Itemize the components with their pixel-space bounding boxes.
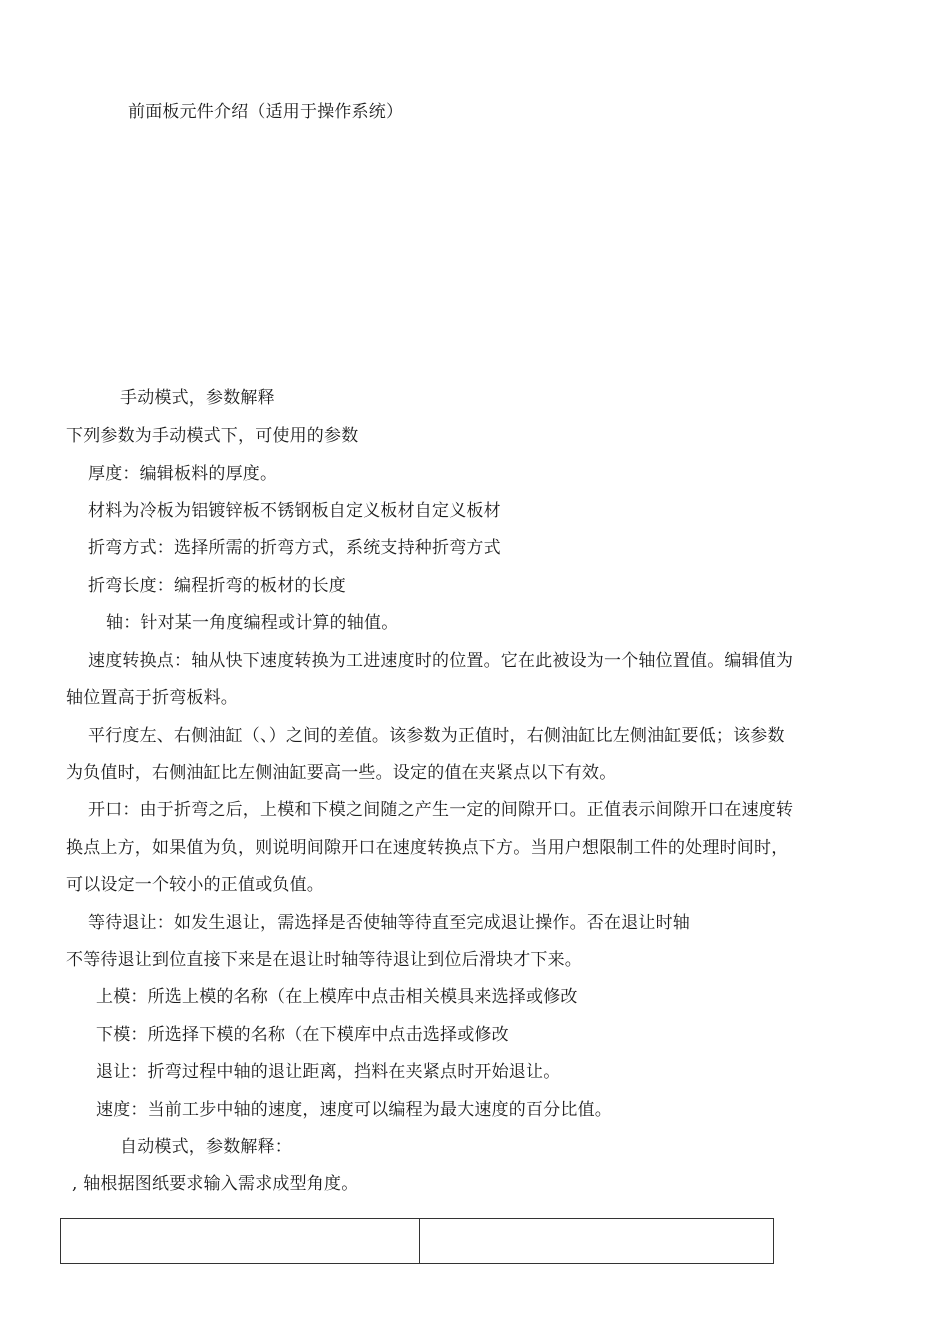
param-opening-line1: 开口：由于折弯之后，上模和下模之间随之产生一定的间隙开口。正值表示间隙开口在速度转 xyxy=(88,800,794,820)
param-thickness: 厚度：编辑板料的厚度。 xyxy=(88,464,278,484)
param-upper-die: 上模：所选上模的名称（在上模库中点击相关模具来选择或修改 xyxy=(96,987,578,1007)
param-wait-retract-line1: 等待退让：如发生退让，需选择是否使轴等待直至完成退让操作。否在退让时轴 xyxy=(88,913,690,933)
param-wait-retract-line2: 不等待退让到位直接下来是在退让时轴等待退让到位后滑块才下来。 xyxy=(66,950,582,970)
param-opening-line2: 换点上方，如果值为负，则说明间隙开口在速度转换点下方。当用户想限制工件的处理时间时， xyxy=(66,838,789,858)
table-cell xyxy=(420,1219,773,1263)
param-bend-length: 折弯长度：编程折弯的板材的长度 xyxy=(88,576,346,596)
param-opening-line3: 可以设定一个较小的正值或负值。 xyxy=(66,875,324,895)
page-title: 前面板元件介绍（适用于操作系统） xyxy=(128,102,404,122)
param-parallel-line2: 为负值时，右侧油缸比左侧油缸要高一些。设定的值在夹紧点以下有效。 xyxy=(66,763,617,783)
manual-mode-intro: 下列参数为手动模式下，可使用的参数 xyxy=(66,426,359,446)
param-speed-point-line2: 轴位置高于折弯板料。 xyxy=(66,688,238,708)
param-retract: 退让：折弯过程中轴的退让距离，挡料在夹紧点时开始退让。 xyxy=(96,1062,561,1082)
param-table xyxy=(60,1218,774,1264)
param-speed-point-line1: 速度转换点：轴从快下速度转换为工进速度时的位置。它在此被设为一个轴位置值。编辑值为 xyxy=(88,651,794,671)
param-lower-die: 下模：所选择下模的名称（在下模库中点击选择或修改 xyxy=(96,1025,509,1045)
auto-mode-heading: 自动模式，参数解释： xyxy=(120,1137,292,1157)
auto-param-axis: , 轴根据图纸要求输入需求成型角度。 xyxy=(72,1174,359,1194)
param-axis: 轴：针对某一角度编程或计算的轴值。 xyxy=(106,613,399,633)
param-parallel-line1: 平行度左、右侧油缸（、）之间的差值。该参数为正值时，右侧油缸比左侧油缸要低；该参数 xyxy=(88,726,785,746)
table-cell xyxy=(61,1219,420,1263)
param-material: 材料为冷板为铝镀锌板不锈钢板自定义板材自定义板材 xyxy=(88,501,501,521)
manual-mode-heading: 手动模式，参数解释 xyxy=(120,388,275,408)
param-speed: 速度：当前工步中轴的速度，速度可以编程为最大速度的百分比值。 xyxy=(96,1100,612,1120)
param-bend-method: 折弯方式：选择所需的折弯方式，系统支持种折弯方式 xyxy=(88,538,501,558)
